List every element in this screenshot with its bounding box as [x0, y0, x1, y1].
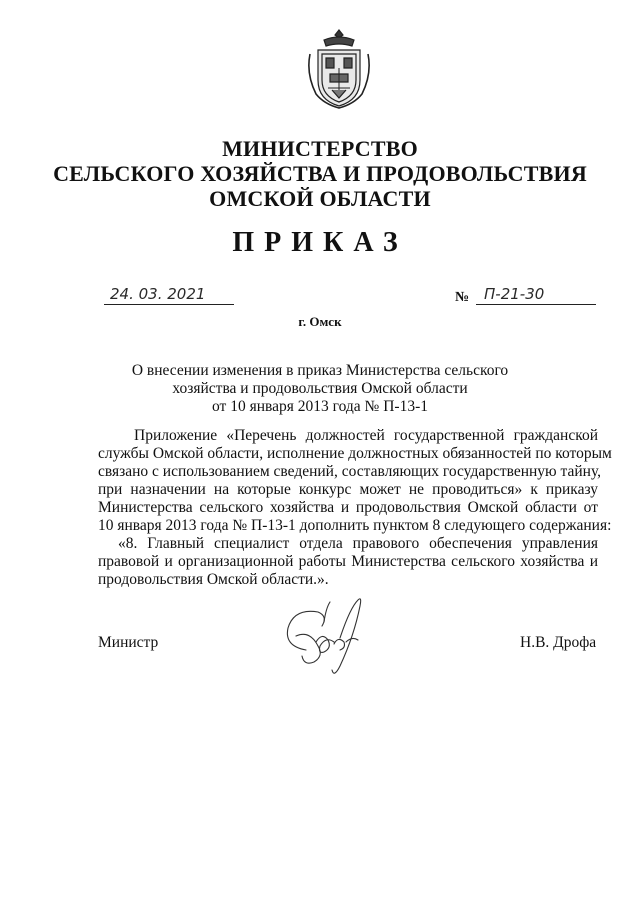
body-line: продовольствия Омской области.».: [98, 571, 329, 588]
signatory-position: Министр: [98, 634, 159, 651]
body-line: правовой и организационной работы Министерства сельского хозяйства и: [98, 553, 598, 570]
city: г. Омск: [298, 314, 342, 329]
body-line: 10 января 2013 года № П-13-1 дополнить пунктом 8 следующего содержания:: [98, 517, 612, 534]
subject-line: хозяйства и продовольствия Омской области: [172, 380, 468, 397]
body-line: при назначении на которые конкурс может не проводиться» к приказу: [98, 481, 598, 498]
number-sign: №: [455, 290, 470, 305]
body-line: Приложение «Перечень должностей государственной гражданской: [134, 427, 598, 444]
order-subject: [0, 362, 640, 416]
body-line: службы Омской области, исполнение должностных обязанностей по которым: [98, 445, 612, 462]
handwritten-signature: [276, 592, 372, 676]
subject-line: О внесении изменения в приказ Министерства сельского: [131, 362, 509, 379]
signatory-name: Н.В. Дрофа: [520, 634, 597, 651]
order-date: 24. 03. 2021: [104, 283, 234, 305]
ministry-title-line2: СЕЛЬСКОГО ХОЗЯЙСТВА И ПРОДОВОЛЬСТВИЯ: [53, 161, 587, 186]
document-type-heading: ПРИКАЗ: [232, 227, 408, 258]
ministry-title-line1: МИНИСТЕРСТВО: [222, 136, 418, 161]
subject-line: от 10 января 2013 года № П-13-1: [212, 398, 428, 415]
body-line: «8. Главный специалист отдела правового обеспечения управления: [118, 535, 598, 552]
ministry-title-line3: ОМСКОЙ ОБЛАСТИ: [209, 186, 431, 211]
coat-of-arms-icon: [306, 28, 372, 110]
order-number: П-21-30: [476, 283, 596, 305]
order-body: [98, 427, 612, 589]
body-line: связано с использованием сведений, составляющих государственную тайну,: [98, 463, 602, 480]
body-line: Министерства сельского хозяйства и продовольствия Омской области от: [98, 499, 598, 516]
